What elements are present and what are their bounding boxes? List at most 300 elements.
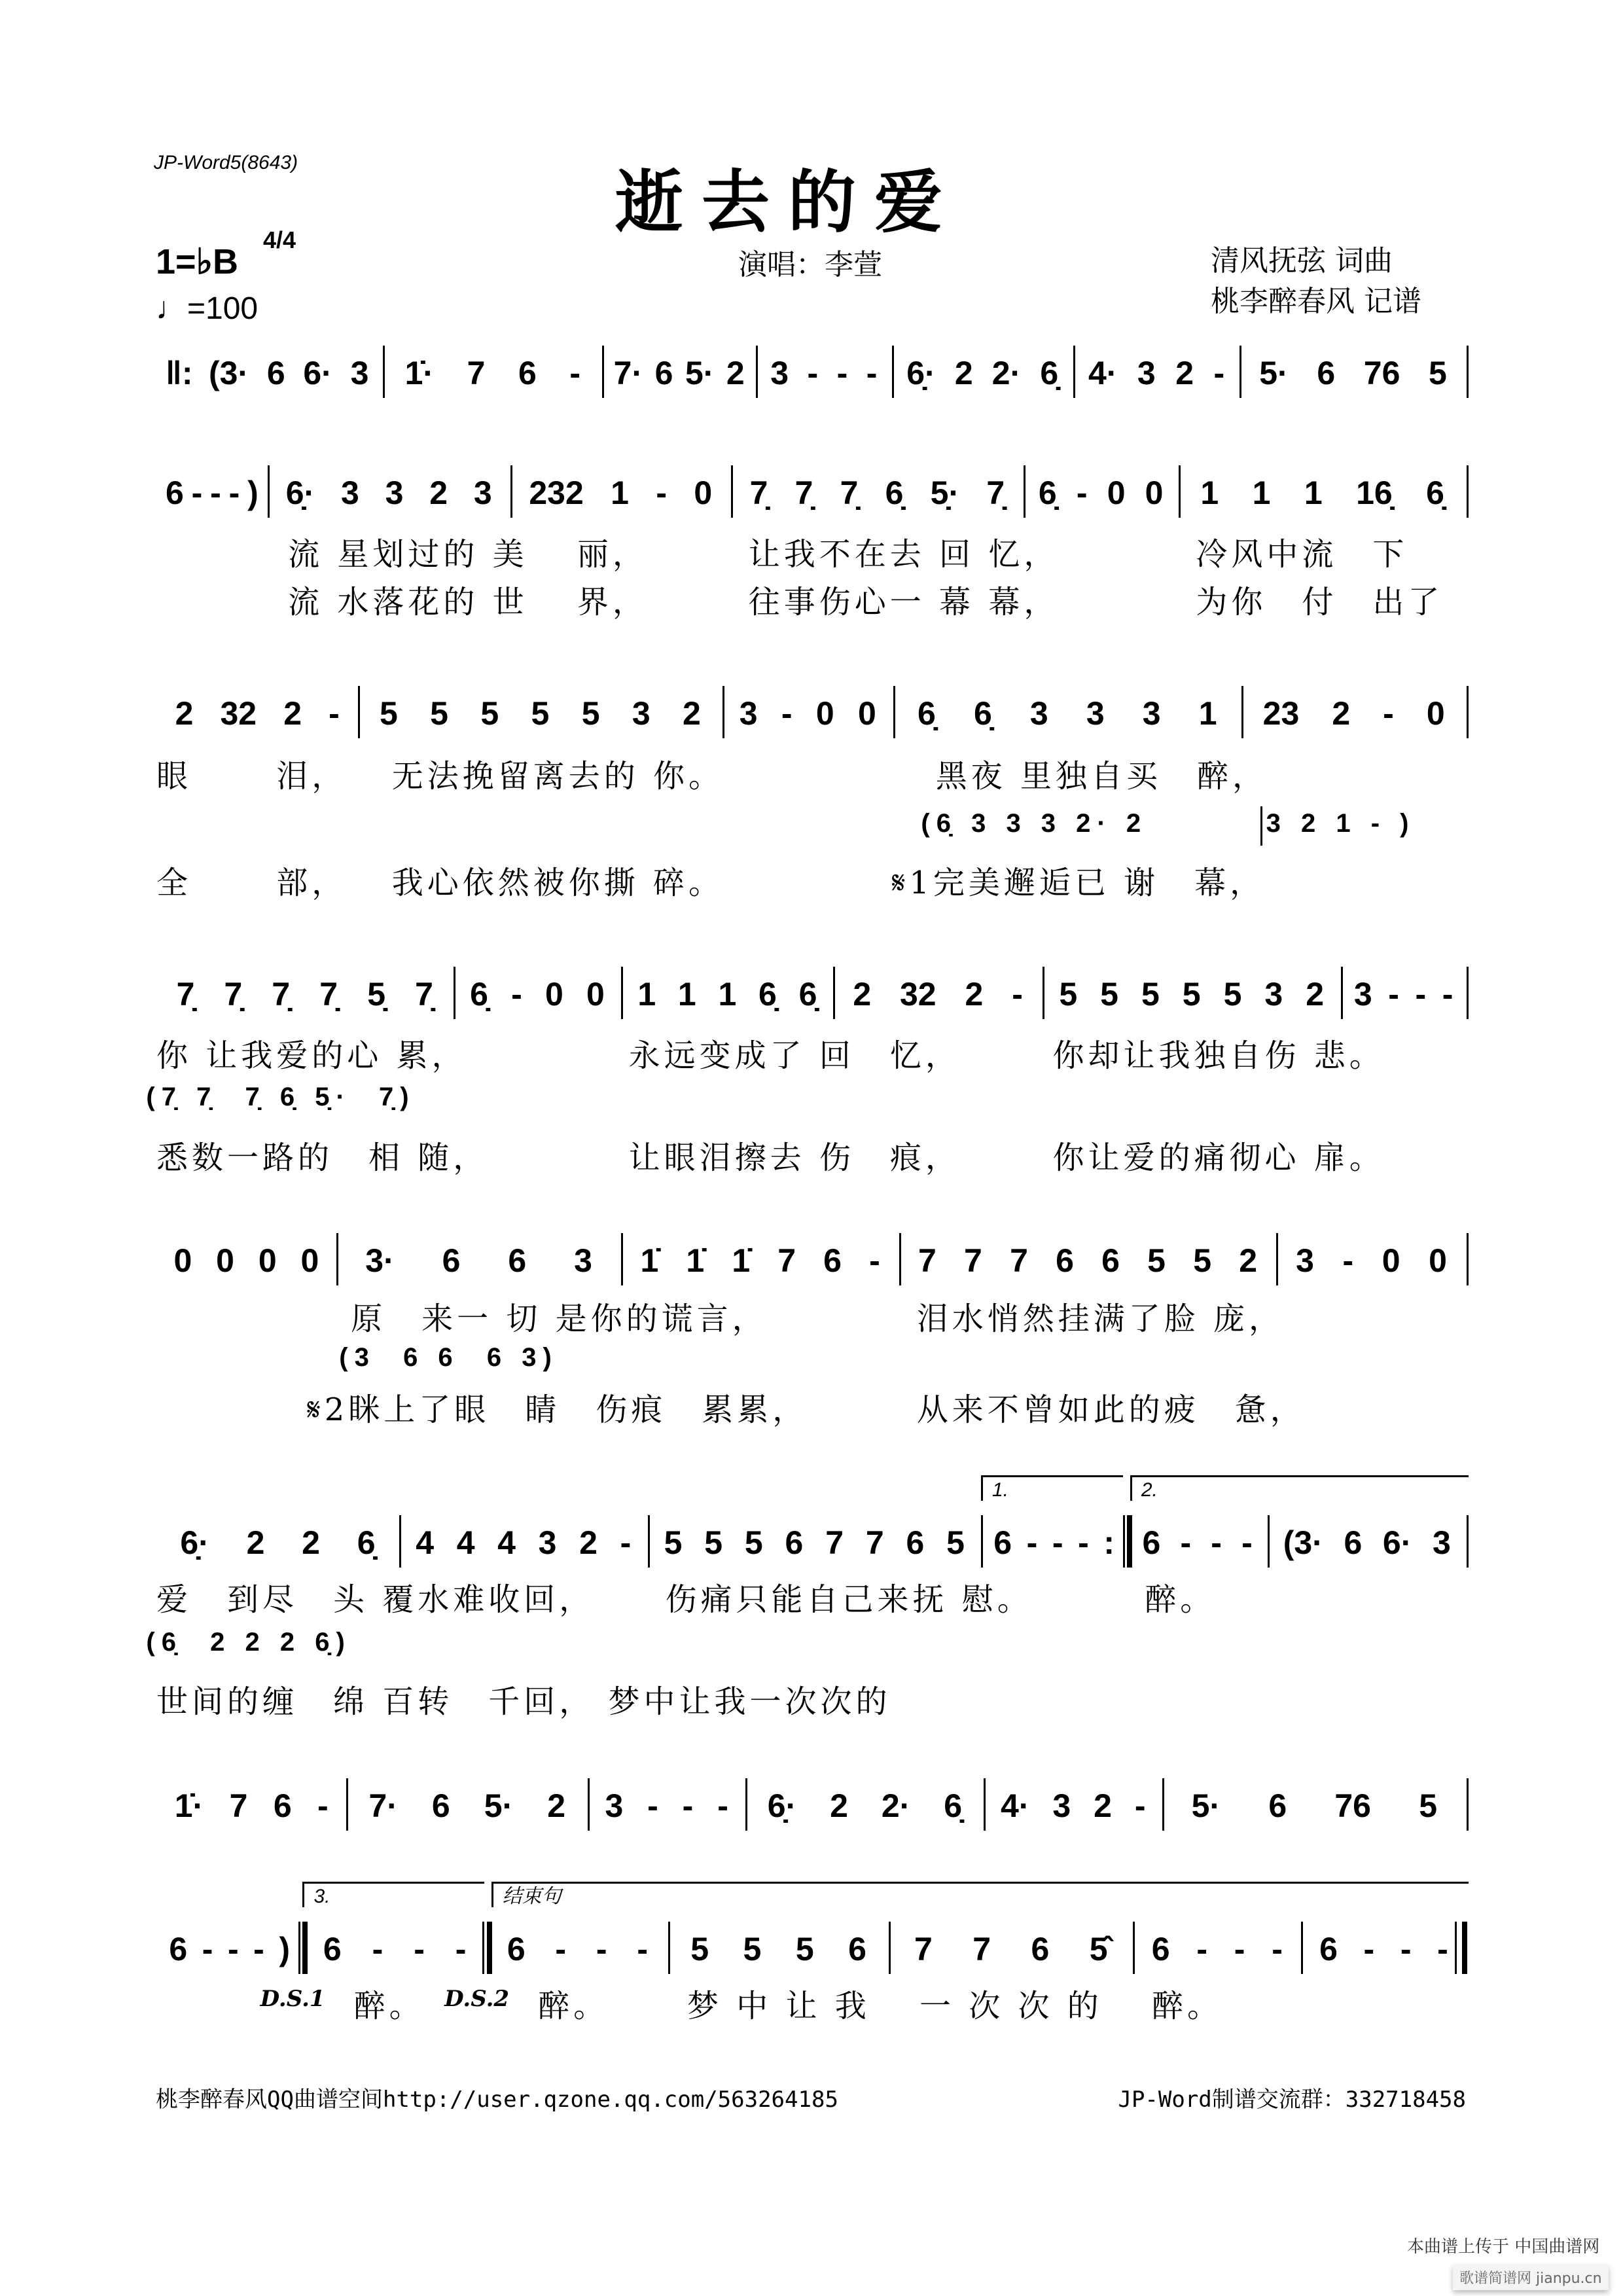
barline — [892, 346, 894, 398]
barline — [745, 1778, 747, 1831]
note: 2 — [246, 1524, 265, 1561]
note: 7̣ — [415, 976, 433, 1013]
note: - — [836, 354, 848, 391]
alternate-notes: (3 6 6 6 3) — [339, 1342, 558, 1372]
barline — [893, 686, 895, 738]
note: - — [1134, 1787, 1146, 1824]
note: 76 — [1334, 1787, 1371, 1824]
measure — [626, 1238, 893, 1283]
note: 6̣ — [918, 695, 936, 732]
note: 0 — [1382, 1242, 1400, 1279]
note: - — [1211, 1524, 1222, 1561]
volta-label: 1. — [992, 1479, 1009, 1501]
measure — [162, 470, 262, 516]
alternate-notes: 3 2 1 - ) — [1266, 809, 1416, 838]
note: 3 — [1296, 1242, 1314, 1279]
measure — [388, 350, 597, 396]
note: - — [1415, 976, 1427, 1013]
note: 7 — [964, 1242, 982, 1279]
note: 3 — [739, 695, 758, 732]
note: 5 — [1100, 976, 1118, 1013]
barline — [399, 1515, 401, 1568]
note: 32 — [900, 976, 936, 1013]
barline — [602, 346, 604, 398]
note: (3· — [1283, 1524, 1323, 1561]
note: 6̣ — [357, 1524, 376, 1561]
measure — [1029, 470, 1173, 516]
note: 5· — [484, 1787, 514, 1824]
barline — [621, 967, 623, 1019]
note: ) — [247, 474, 259, 511]
note: 23 — [1262, 695, 1300, 732]
note: 6 — [273, 1787, 292, 1824]
note: 1 — [1252, 474, 1271, 511]
note: 6 — [442, 1242, 461, 1279]
note: 6̣ — [1040, 354, 1059, 391]
note: 0 — [1429, 1242, 1447, 1279]
note: 6 — [1344, 1524, 1363, 1561]
note: 5· — [1259, 354, 1289, 391]
lyric-segment: 爱 到尽 头 覆水难收回， — [156, 1581, 595, 1619]
note: 2 — [1239, 1242, 1258, 1279]
lyric-segment: 你 让我爱的心 累， — [156, 1037, 467, 1074]
barline — [336, 1233, 338, 1285]
barline — [1162, 1778, 1164, 1831]
note: : — [1103, 1524, 1115, 1561]
measure — [897, 350, 1068, 396]
barline — [889, 1922, 891, 1974]
barline — [833, 967, 835, 1019]
note: 6 — [1031, 1930, 1050, 1967]
note: - — [555, 1930, 567, 1967]
barline — [358, 686, 360, 738]
barline — [981, 1515, 983, 1568]
note: 1 — [637, 976, 656, 1013]
note: 6 — [785, 1524, 804, 1561]
note: 3 — [473, 474, 492, 511]
lyric-segment: 从来不曾如此的疲 惫， — [916, 1391, 1306, 1428]
barline — [984, 1778, 986, 1831]
barline — [1467, 1515, 1469, 1568]
singer: 演唱：李萱 — [738, 248, 882, 281]
note: 6 — [165, 474, 184, 511]
note: 2 — [302, 1524, 320, 1561]
note: 5· — [1191, 1787, 1221, 1824]
note: 6 — [993, 1524, 1012, 1561]
key-signature: 1=♭B — [156, 242, 239, 281]
lyric-segment: 伤痛只能自己来抚 慰。 — [665, 1581, 1033, 1619]
lyric-segment: 𝄋2眯上了眼 睛 伤痕 累累， — [307, 1391, 808, 1428]
note: - — [781, 695, 793, 732]
note: 0 — [258, 1242, 277, 1279]
note: - — [1213, 354, 1225, 391]
note: 6 — [823, 1242, 842, 1279]
note: - — [1234, 1930, 1245, 1967]
note: 3· — [365, 1242, 395, 1279]
note: 7 — [918, 1242, 936, 1279]
barline — [1133, 1922, 1135, 1974]
note: 6 — [431, 1787, 450, 1824]
note: 5 — [1182, 976, 1201, 1013]
barline — [1241, 686, 1243, 738]
measure — [1273, 1520, 1461, 1566]
note: 0 — [694, 474, 713, 511]
note: 6 — [1142, 1524, 1161, 1561]
volta-bracket — [1130, 1475, 1469, 1501]
note: 2 — [1332, 695, 1351, 732]
barline — [1276, 1233, 1278, 1285]
barline — [510, 465, 512, 518]
note: - — [869, 1242, 880, 1279]
note: - — [596, 1930, 607, 1967]
note: 6̣ — [973, 695, 992, 732]
song-title: 逝去的爱 — [615, 162, 961, 242]
lyric-segment: 为你 付 出了 — [1196, 584, 1444, 621]
measure — [728, 691, 888, 736]
note: - — [191, 474, 203, 511]
note: 6̣· — [285, 474, 315, 511]
note: 6· — [303, 354, 332, 391]
note: 1 — [1198, 695, 1217, 732]
measure — [593, 1783, 740, 1829]
lyric-segment: 流 星划过的 美 丽， — [288, 535, 648, 573]
note: 32 — [220, 695, 257, 732]
note: - — [1180, 1524, 1192, 1561]
barline — [722, 686, 724, 738]
note: - — [1363, 1930, 1375, 1967]
measure — [162, 1783, 341, 1829]
note: 3 — [341, 474, 359, 511]
measure — [162, 1238, 331, 1283]
measure — [751, 1783, 978, 1829]
barline — [668, 1922, 670, 1974]
note: 7̣ — [794, 474, 813, 511]
measure — [986, 1520, 1122, 1566]
note: 2 — [579, 1524, 597, 1561]
note: 5 — [704, 1524, 723, 1561]
note: 2 — [726, 354, 745, 391]
note: 4 — [497, 1524, 516, 1561]
note: 0 — [815, 695, 834, 732]
note: 2 — [429, 474, 448, 511]
measure — [351, 1783, 582, 1829]
measure — [761, 350, 887, 396]
note: 3 — [350, 354, 369, 391]
volta-bracket — [302, 1882, 484, 1907]
barline — [1462, 1922, 1467, 1974]
note: 6̣ — [944, 1787, 962, 1824]
note: - — [807, 354, 819, 391]
lyric-segment: 往事伤心一 幕 幕， — [748, 584, 1060, 621]
note: 76 — [1363, 354, 1400, 391]
note: 7̣ — [986, 474, 1005, 511]
note: 5 — [531, 695, 550, 732]
note: 0 — [586, 976, 605, 1013]
note: 2 — [954, 354, 973, 391]
note: 6 — [1319, 1930, 1338, 1967]
note: ) — [279, 1930, 291, 1967]
note: 6̣ — [758, 976, 777, 1013]
barline — [1467, 686, 1469, 738]
note: 7 — [865, 1524, 884, 1561]
note: - — [1272, 1930, 1283, 1967]
note: 2 — [830, 1787, 848, 1824]
measure — [653, 1520, 976, 1566]
barline — [298, 1922, 300, 1974]
note: - — [682, 1787, 694, 1824]
note: 6 — [508, 1242, 527, 1279]
barline — [1260, 806, 1262, 846]
note: 6̣· — [767, 1787, 797, 1824]
note: 2 — [1094, 1787, 1112, 1824]
barline — [621, 1233, 623, 1285]
note: - — [210, 474, 221, 511]
lyric-segment: 你让爱的痛彻心 扉。 — [1052, 1139, 1385, 1177]
note: 1 — [1200, 474, 1219, 511]
volta-label: 2. — [1141, 1479, 1158, 1501]
volta-bracket — [981, 1475, 1123, 1501]
measure — [1079, 350, 1235, 396]
note: 6 — [507, 1930, 526, 1967]
measure — [1281, 1238, 1461, 1283]
repeat-start-sign: ‖: — [166, 354, 193, 391]
lyric-segment: 醉。 — [538, 1988, 609, 2025]
note: 2 — [283, 695, 302, 732]
note: 3 — [1029, 695, 1048, 732]
note: - — [1012, 976, 1023, 1013]
note: - — [228, 474, 240, 511]
barline — [1341, 967, 1343, 1019]
barline — [302, 1922, 308, 1974]
note: 5 — [744, 1524, 763, 1561]
note: - — [202, 1930, 213, 1967]
measure — [626, 971, 828, 1017]
note: 7 — [825, 1524, 844, 1561]
note: - — [1442, 976, 1454, 1013]
note: 2 — [965, 976, 984, 1013]
note: - — [620, 1524, 632, 1561]
note: 5 — [1193, 1242, 1212, 1279]
note: 6 — [906, 1524, 925, 1561]
note: 6 — [1268, 1787, 1287, 1824]
note: 1 — [611, 474, 629, 511]
note: 6 — [1056, 1242, 1074, 1279]
lyric-segment: 你却让我独自伤 悲。 — [1052, 1037, 1385, 1074]
measure — [273, 470, 505, 516]
note: 5 — [1059, 976, 1078, 1013]
lyric-segment: 无法挽留离去的 你。 — [391, 758, 724, 795]
measure — [1132, 1520, 1262, 1566]
note: - — [1342, 1242, 1354, 1279]
lyric-segment: 让眼泪擦去 伤 痕， — [628, 1139, 961, 1177]
note: 6̣ — [470, 976, 488, 1013]
alternate-notes: (6̣ 2 2 2 6̣) — [146, 1628, 351, 1657]
measure — [1184, 470, 1461, 516]
note: 7 — [229, 1787, 248, 1824]
footer-qzone-link[interactable]: 桃李醉春风QQ曲谱空间http://user.qzone.qq.com/563264185 — [156, 2087, 838, 2113]
note: 7 — [777, 1242, 796, 1279]
note: 3 — [1264, 976, 1283, 1013]
measure — [989, 1783, 1157, 1829]
note: - — [1241, 1524, 1253, 1561]
note: - — [717, 1787, 728, 1824]
note: 232 — [529, 474, 584, 511]
note: 7̣ — [319, 976, 338, 1013]
lyric-segment: 醉。 — [1145, 1581, 1216, 1619]
tempo-marking: ♩=100 — [156, 291, 259, 326]
lyric-segment: 世间的缠 绵 百转 千回， 梦中让我一次次的 — [156, 1683, 891, 1721]
note: 3 — [770, 354, 789, 391]
note: 5 — [581, 695, 600, 732]
note: 5 — [795, 1930, 814, 1967]
lyric-segment: 让我不在去 回 忆， — [748, 535, 1060, 573]
measure — [899, 691, 1236, 736]
measure — [1168, 1783, 1461, 1829]
lyric-segment: 梦 中 让 我 一 次 次 的 醉。 — [687, 1988, 1223, 2025]
note: 6 — [266, 354, 285, 391]
barline — [482, 1922, 484, 1974]
note: 2 — [683, 695, 701, 732]
note: - — [1388, 976, 1399, 1013]
time-signature — [263, 226, 296, 253]
barline — [899, 1233, 901, 1285]
note: (3· — [208, 354, 249, 391]
measure — [492, 1926, 663, 1972]
note: 7 — [1010, 1242, 1028, 1279]
note: 6 — [1101, 1242, 1120, 1279]
measure — [459, 971, 616, 1017]
note: 6̣ — [1426, 474, 1444, 511]
lyric-segment: 流 水落花的 世 界， — [288, 584, 648, 621]
barline — [346, 1778, 348, 1831]
measure — [404, 1520, 643, 1566]
measure — [200, 350, 378, 396]
barline — [1123, 1515, 1125, 1568]
measure — [1245, 350, 1461, 396]
barline — [1240, 346, 1241, 398]
note: 5 — [430, 695, 448, 732]
measure — [162, 1520, 394, 1566]
measure — [673, 1926, 883, 1972]
barline — [487, 1922, 492, 1974]
note: 3 — [1086, 695, 1105, 732]
note: 2· — [991, 354, 1022, 391]
note: 5 — [946, 1524, 965, 1561]
note: 7· — [368, 1787, 398, 1824]
note: - — [372, 1930, 383, 1967]
note: - — [329, 695, 340, 732]
measure — [1247, 691, 1461, 736]
barline — [1467, 967, 1469, 1019]
measure — [894, 1926, 1128, 1972]
note: 5 — [1223, 976, 1242, 1013]
measure — [736, 470, 1018, 516]
note: 3 — [1137, 354, 1156, 391]
note: 16̣ — [1356, 474, 1393, 511]
lyric-segment: 原 来一 切 是你的谎言， — [351, 1300, 768, 1338]
note: 4 — [456, 1524, 475, 1561]
note: 5 — [1141, 976, 1160, 1013]
barline — [1467, 465, 1469, 518]
lyric-segment: 𝄋1完美邂逅已 谢 幕， — [891, 865, 1266, 902]
note: 1̇· — [404, 354, 435, 391]
note: 1 — [718, 976, 737, 1013]
note: 5̂ — [1089, 1930, 1108, 1967]
note: 2· — [881, 1787, 911, 1824]
note: 6̣· — [180, 1524, 209, 1561]
volta-label: 结束句 — [502, 1886, 562, 1908]
barline — [1268, 1515, 1270, 1568]
watermark-site: 歌谱简谱网 jianpu.cn — [1453, 2265, 1609, 2290]
barline — [756, 346, 758, 398]
note: - — [317, 1787, 329, 1824]
measure — [904, 1238, 1271, 1283]
note: - — [1078, 1524, 1089, 1561]
measure — [308, 1926, 481, 1972]
note: 2 — [547, 1787, 566, 1824]
note: 1̇ — [686, 1242, 705, 1279]
note: 4· — [1088, 354, 1118, 391]
measure — [363, 691, 717, 736]
lyric-segment: 冷风中流 下 — [1196, 535, 1408, 573]
measure — [607, 350, 751, 396]
note: - — [1383, 695, 1394, 732]
note: 3 — [1353, 976, 1372, 1013]
note: 0 — [545, 976, 563, 1013]
note: 1 — [1304, 474, 1323, 511]
note: 6 — [323, 1930, 342, 1967]
barline — [1179, 465, 1181, 518]
note: - — [647, 1787, 658, 1824]
measure — [516, 470, 726, 516]
barline — [1467, 1233, 1469, 1285]
note: - — [866, 354, 878, 391]
note: 3 — [1142, 695, 1161, 732]
note: 7· — [613, 354, 643, 391]
barline — [454, 967, 455, 1019]
note: 1̇· — [174, 1787, 204, 1824]
measure — [1346, 971, 1461, 1017]
note: - — [1076, 474, 1088, 511]
barline — [1043, 967, 1044, 1019]
barline — [1073, 346, 1075, 398]
note: 5 — [664, 1524, 683, 1561]
note: - — [1196, 1930, 1207, 1967]
barline — [1467, 346, 1469, 398]
footer-group-info: JP-Word制谱交流群：332718458 — [1118, 2087, 1466, 2113]
barline — [383, 346, 385, 398]
time-signature-value: 4/4 — [263, 226, 296, 253]
barline — [1127, 1515, 1132, 1568]
note: 7̣ — [176, 976, 195, 1013]
note: 5 — [1419, 1787, 1438, 1824]
measure — [1306, 1926, 1461, 1972]
note: 7 — [467, 354, 486, 391]
note: - — [1437, 1930, 1448, 1967]
dal-segno-mark: D.S.2 — [444, 1986, 510, 2013]
note: - — [1052, 1524, 1063, 1561]
note: 3 — [574, 1242, 592, 1279]
volta-bracket — [491, 1882, 1469, 1907]
measure — [838, 971, 1037, 1017]
note: 1̇ — [640, 1242, 659, 1279]
note: 0 — [1145, 474, 1164, 511]
barline — [1024, 465, 1026, 518]
note: 0 — [1426, 695, 1445, 732]
note: - — [414, 1930, 425, 1967]
note: 6̣· — [906, 354, 936, 391]
note: 3 — [1052, 1787, 1071, 1824]
